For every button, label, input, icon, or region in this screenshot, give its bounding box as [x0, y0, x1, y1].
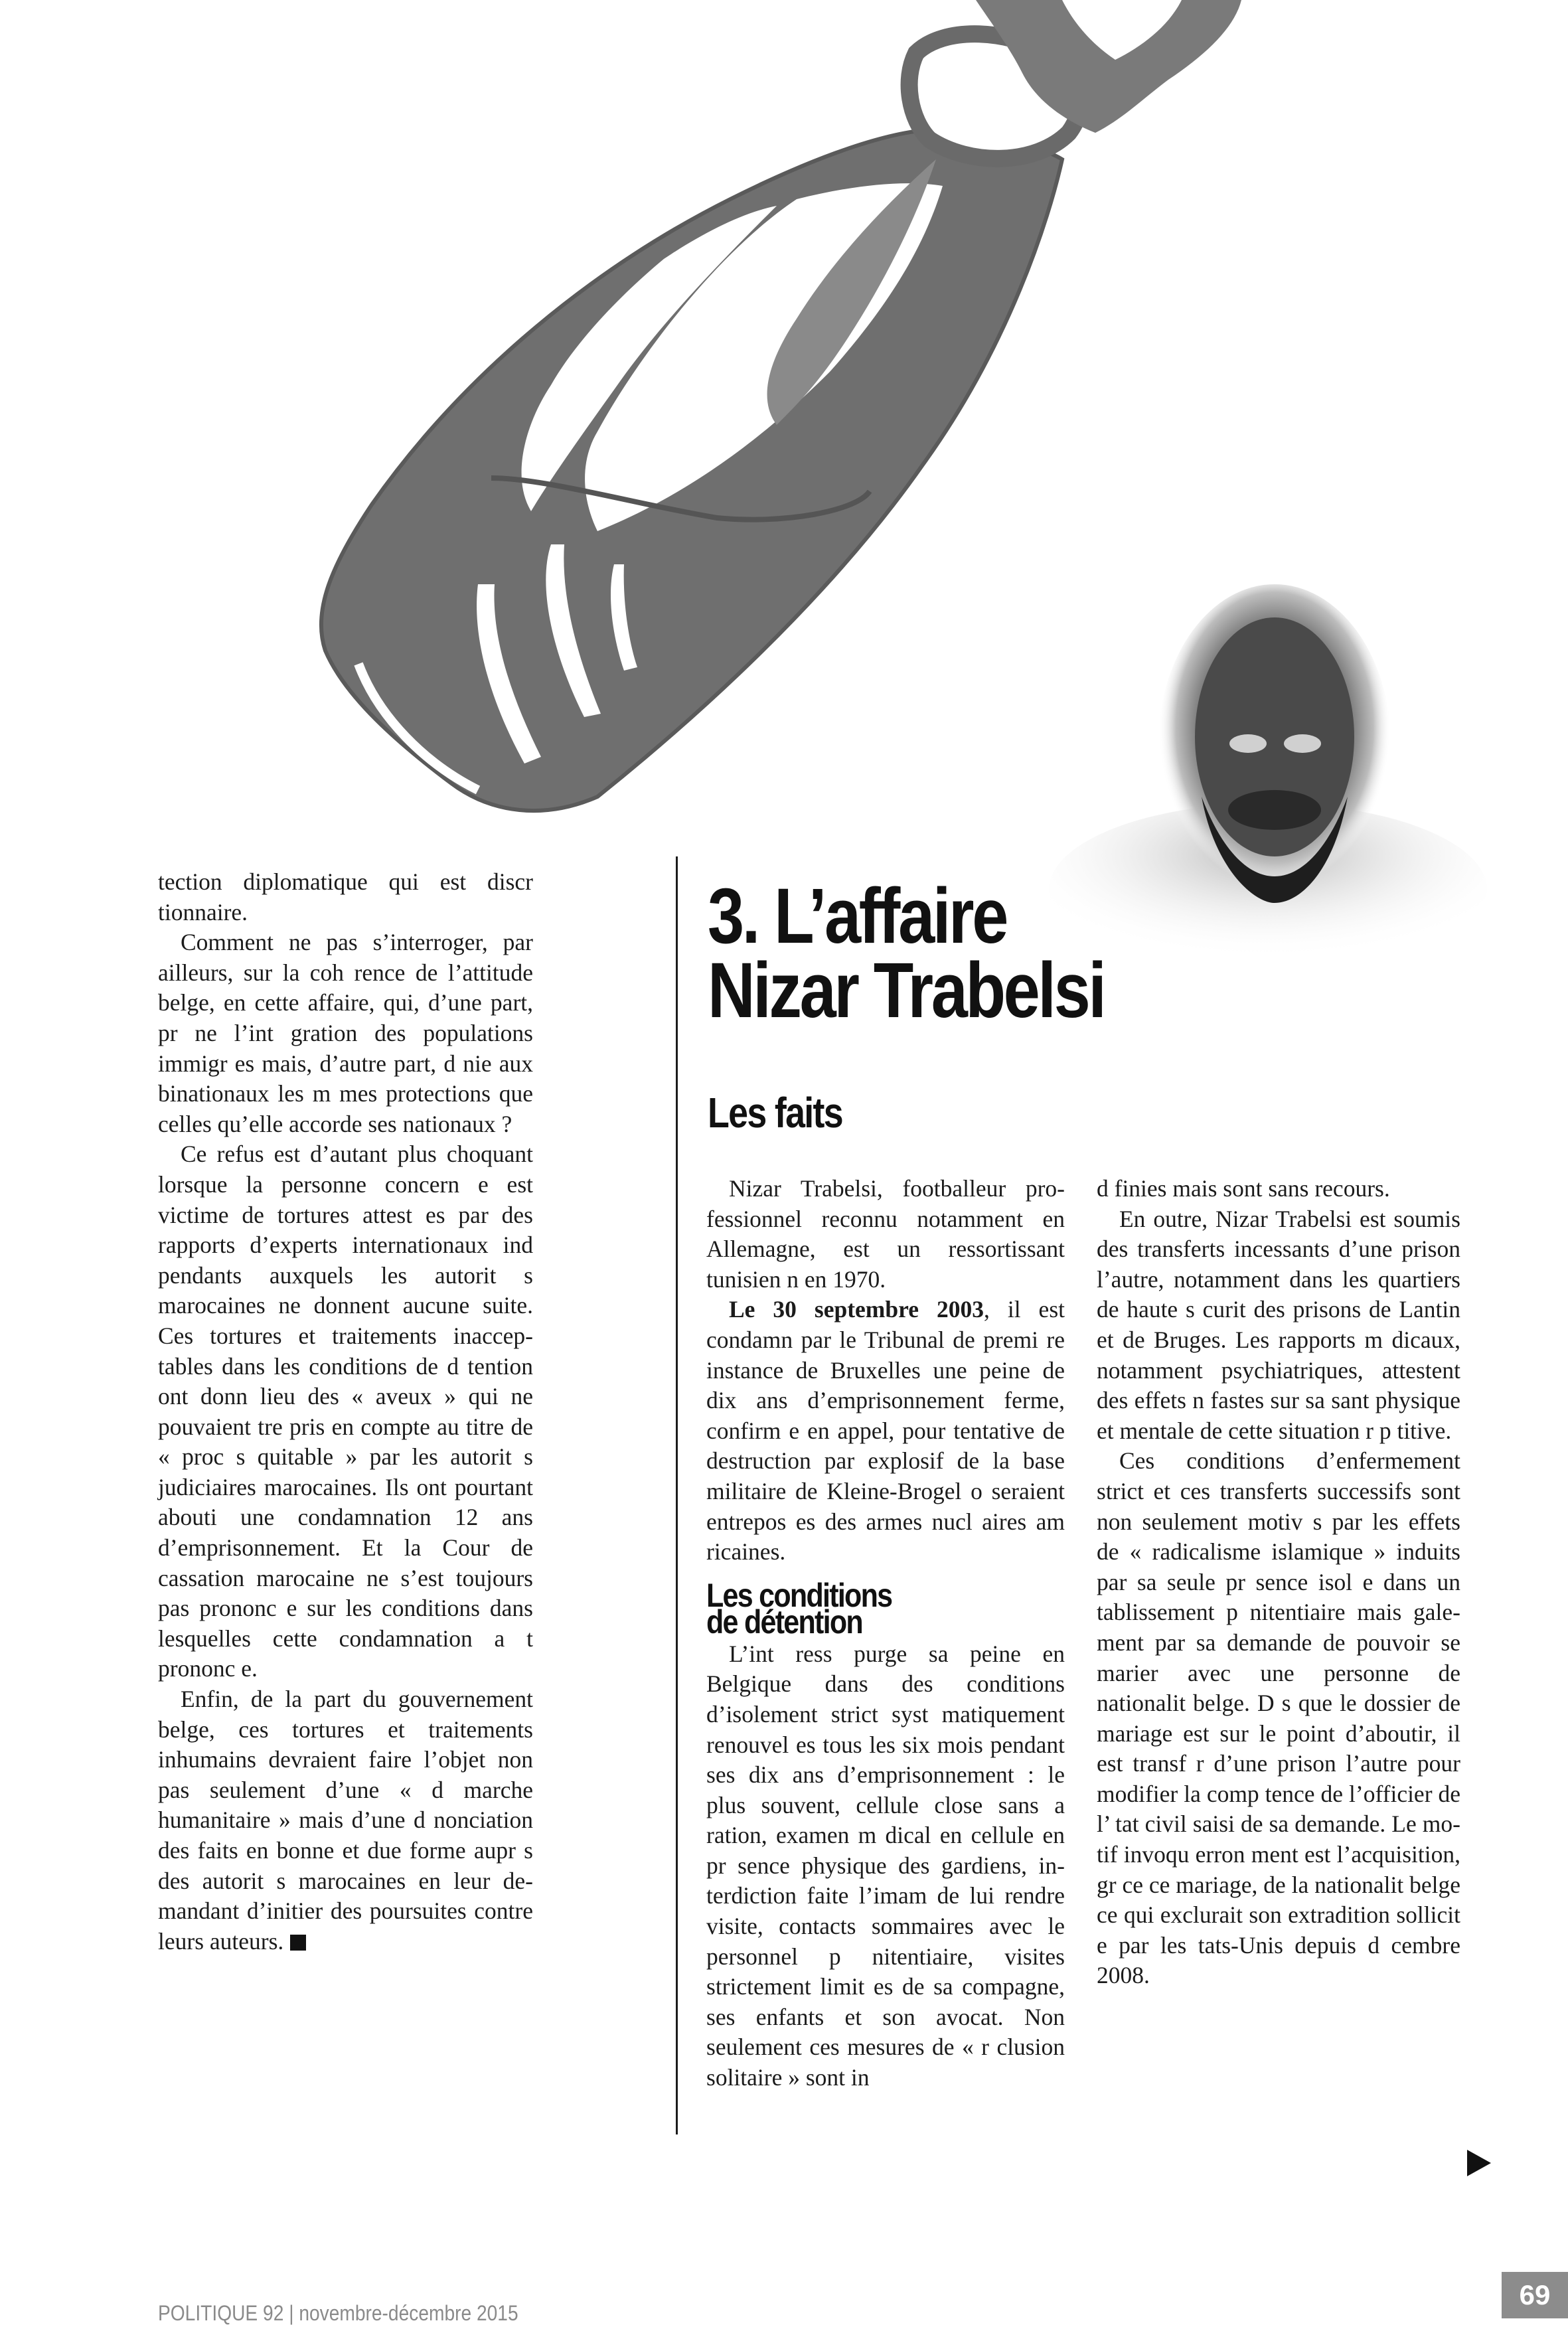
section-heading-faits: Les faits: [708, 1089, 842, 1137]
col1-paragraph-2: Comment ne pas s’interroger, par ailleurs, sur la coh rence de l’attitude belge, en cette affaire, qui, d’une part, pr ne l’int gration des populations immigr es mais, d’autre part, d nie aux binationaux les m mes protections que celles qu’elle accorde ses nationaux ?: [158, 929, 533, 1137]
col2-date-bold: Le 30 septembre 2003: [729, 1296, 984, 1323]
section-heading-conditions-line-1: Les conditions: [706, 1576, 892, 1614]
column-left: [158, 867, 533, 1957]
col1-paragraph-1: tection diplomatique qui est discr tionnaire.: [158, 868, 533, 925]
column-divider: [676, 856, 678, 2134]
col3-paragraph-3: Ces conditions d’enfermement strict et ces transferts successifs sont non seulement motiv s par les effets de « radicalisme islamique » induits par sa seule pr sence isol e dans un tablissement p nitentiaire mais galement par sa demande de pouvoir se marier avec une personne de nationalit belge. D s que le dossier de mariage est sur le point d’aboutir, il est transf r d’une prison l’autre pour modifier la comp tence de l’officier de l’ tat civil saisi de sa demande. Le motif invoqu erron ment est l’acquisition, gr ce ce mariage, de la nationalit belge ce qui exclurait son extradition sollicit e par les tats-Unis depuis d cembre 2008.: [1097, 1447, 1460, 1989]
end-of-article-square-icon: [290, 1935, 306, 1951]
article-title-line-1: 3. L’affaire: [708, 872, 1007, 960]
bottle-group: [321, 0, 1241, 811]
article-title-line-2: Nizar Trabelsi: [708, 947, 1105, 1034]
column-right: [1097, 1174, 1460, 1991]
col1-paragraph-4: [158, 1684, 533, 1957]
page-number: 69: [1502, 2272, 1568, 2318]
col2-paragraph-3: L’int ress purge sa peine en Belgique dans des conditions d’isolement strict syst matiquement renouvel es tous les six mois pendant ses dix ans d’emprisonnement : le plus souvent, cellule close sans a ration, examen m dical en cellule en pr sence physique des gardiens, interdiction faite l’imam de lui rendre visite, contacts sommaires avec le personnel p nitentiaire, visites strictement limit es de sa compagne, ses enfants et son avocat. Non seulement ces mesures de « r clusion solitaire » sont in: [706, 1640, 1065, 2091]
col2-paragraph-2: [706, 1295, 1065, 1567]
continue-arrow-icon[interactable]: [1464, 2148, 1494, 2178]
publication-footer: POLITIQUE 92 | novembre-décembre 2015: [158, 2301, 518, 2325]
section-heading-conditions: [706, 1576, 1014, 1641]
col2-paragraph-2-text: , il est condamn par le Tribunal de premi re instance de Bruxelles une peine de dix ans d’emprisonnement ferme, confirm e en appel, pour tentative de destruction par explosif de la base militaire de Kleine-Brogel o seraient entrepos es des armes nucl aires am ricaines.: [706, 1296, 1065, 1566]
col3-paragraph-2: En outre, Nizar Trabelsi est soumis des transferts incessants d’une prison l’autre, notamment dans les quartiers de haute s curit des prisons de Lantin et de Bruges. Les rapports m dicaux, notamment psychiatriques, attestent des effets n fastes sur sa sant physique et mentale de cette situation r p titive.: [1097, 1205, 1460, 1444]
portrait-photo: [1049, 584, 1487, 976]
column-middle: [706, 1174, 1065, 2093]
col1-paragraph-3: Ce refus est d’autant plus choquant lorsque la personne concern e est victime de tortures attest es par des rapports d’experts internationaux ind pendants auxquels les autorit s marocaines ne donnent aucune suite. Ces tortures et traitements inacceptables dans les conditions de d tention ont donn lieu des « aveux » qui ne pouvaient tre pris en compte au titre de « proc s quitable » par les autorit s judiciaires marocaines. Ils ont pourtant abouti une condamnation 12 ans d’emprisonnement. Et la Cour de cassation marocaine ne s’est toujours pas prononc e sur les conditions dans lesquelles cette condamnation a t prononc e.: [158, 1141, 533, 1682]
section-heading-conditions-line-2: de détention: [706, 1603, 862, 1641]
article-title: [708, 872, 1105, 1034]
col1-paragraph-4-text: Enfin, de la part du gouvernement belge, ces tortures et traitements inhumains devraient faire l’objet non pas seulement d’une « d marche humanitaire » mais d’une d nonciation des faits en bonne et due forme aupr s des autorit s marocaines en leur demandant d’initier des poursuites contre leurs auteurs.: [158, 1686, 533, 1955]
col3-paragraph-1: d finies mais sont sans recours.: [1097, 1175, 1390, 1202]
col2-paragraph-1: Nizar Trabelsi, footballeur professionnel reconnu notamment en Allemagne, est un ressortissant tunisien n en 1970.: [706, 1175, 1065, 1293]
